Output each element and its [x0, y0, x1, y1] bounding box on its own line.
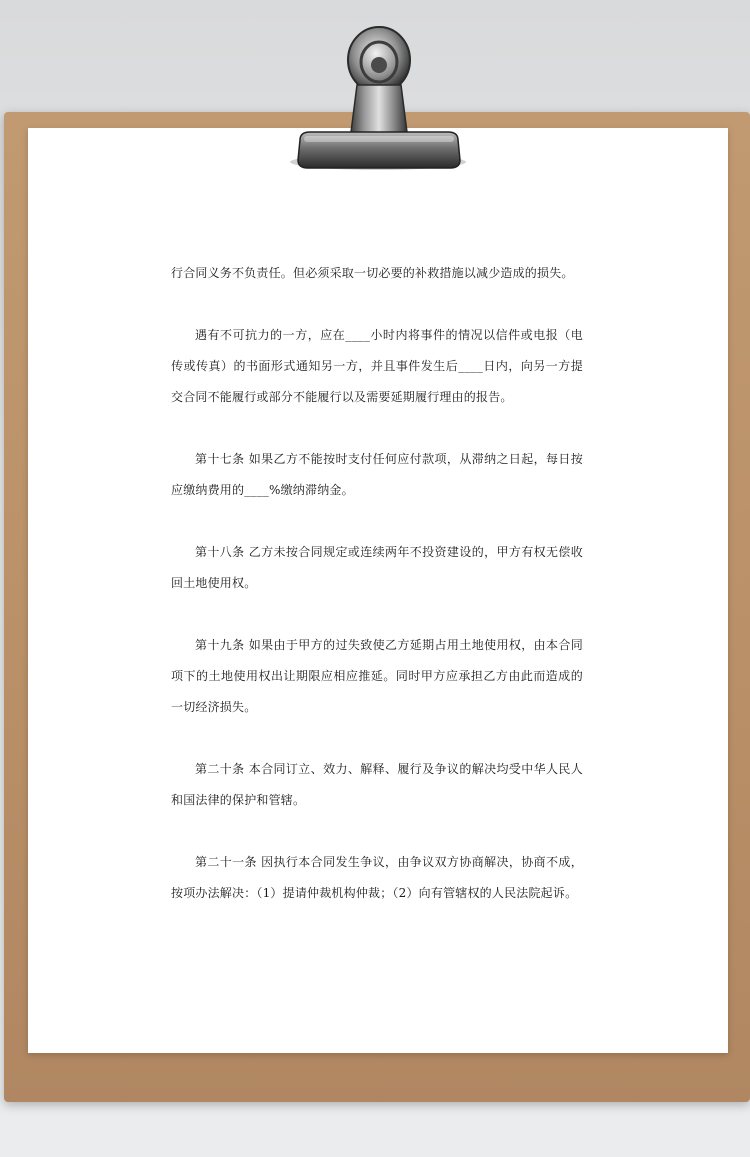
paragraph-force-majeure: 遇有不可抗力的一方，应在____小时内将事件的情况以信件或电报（电传或传真）的书面形式通知另一方，并且事件发生后____日内，向另一方提交合同不能履行或部分不能履行以及需要延期履行理由的报告。 [171, 328, 583, 404]
paragraph-article-20: 第二十条 本合同订立、效力、解释、履行及争议的解决均受中华人民人和国法律的保护和管辖。 [171, 762, 583, 807]
paragraph-article-21: 第二十一条 因执行本合同发生争议，由争议双方协商解决，协商不成，按项办法解决：（1）提请仲裁机构仲裁；（2）向有管辖权的人民法院起诉。 [171, 855, 583, 900]
paragraph-continuation: 行合同义务不负责任。但必须采取一切必要的补救措施以减少造成的损失。 [171, 266, 574, 280]
document-body [171, 258, 583, 940]
paragraph-article-19: 第十九条 如果由于甲方的过失致使乙方延期占用土地使用权，由本合同项下的土地使用权出让期限应相应推延。同时甲方应承担乙方由此而造成的一切经济损失。 [171, 638, 583, 714]
paragraph-article-18: 第十八条 乙方未按合同规定或连续两年不投资建设的，甲方有权无偿收回土地使用权。 [171, 545, 583, 590]
paragraph-article-17: 第十七条 如果乙方不能按时支付任何应付款项，从滞纳之日起，每日按应缴纳费用的____%缴纳滞纳金。 [171, 452, 583, 497]
